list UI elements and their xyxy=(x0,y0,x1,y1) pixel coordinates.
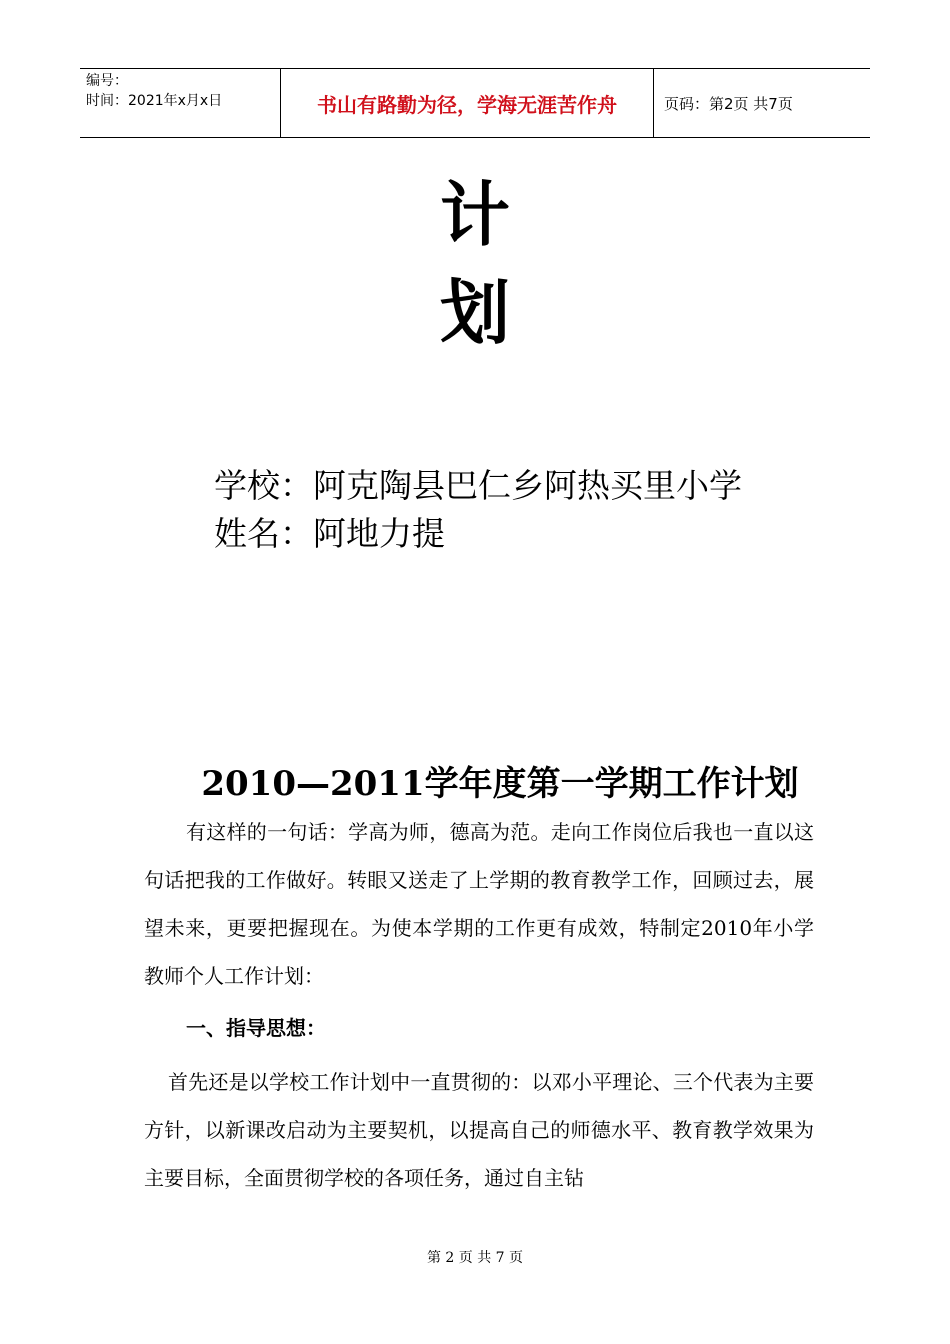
header-page-info: 页码：第2页 共7页 xyxy=(664,94,793,113)
guiding-ideology-paragraph: 首先还是以学校工作计划中一直贯彻的：以邓小平理论、三个代表为主要方针，以新课改启动为主要契机，以提高自己的师德水平、教育教学效果为主要目标，全面贯彻学校的各项任务，通过自主钻 xyxy=(144,1070,814,1190)
header-meta xyxy=(80,69,280,137)
cover-title-char-2: 划 xyxy=(440,272,510,354)
section-heading: 一、指导思想： xyxy=(186,1016,326,1040)
page-header xyxy=(80,68,870,138)
plan-title: 2010—2011学年度第一学期工作计划 xyxy=(201,764,799,804)
school-line: 学校：阿克陶县巴仁乡阿热买里小学 xyxy=(214,466,742,505)
page-footer: 第 2 页 共 7 页 xyxy=(426,1250,524,1266)
header-motto: 书山有路勤为径，学海无涯苦作舟 xyxy=(280,69,654,137)
time-label: 时间：2021年x月x日 xyxy=(86,93,223,109)
cover-title-char-1: 计 xyxy=(440,174,510,256)
name-line: 姓名：阿地力提 xyxy=(214,514,445,553)
intro-paragraph: 有这样的一句话：学高为师，德高为范。走向工作岗位后我也一直以这句话把我的工作做好。转眼又送走了上学期的教育教学工作，回顾过去，展望未来，更要把握现在。为使本学期的工作更有成效，特制定2010年小学教师个人工作计划： xyxy=(144,820,814,988)
number-label: 编号： xyxy=(86,73,128,89)
